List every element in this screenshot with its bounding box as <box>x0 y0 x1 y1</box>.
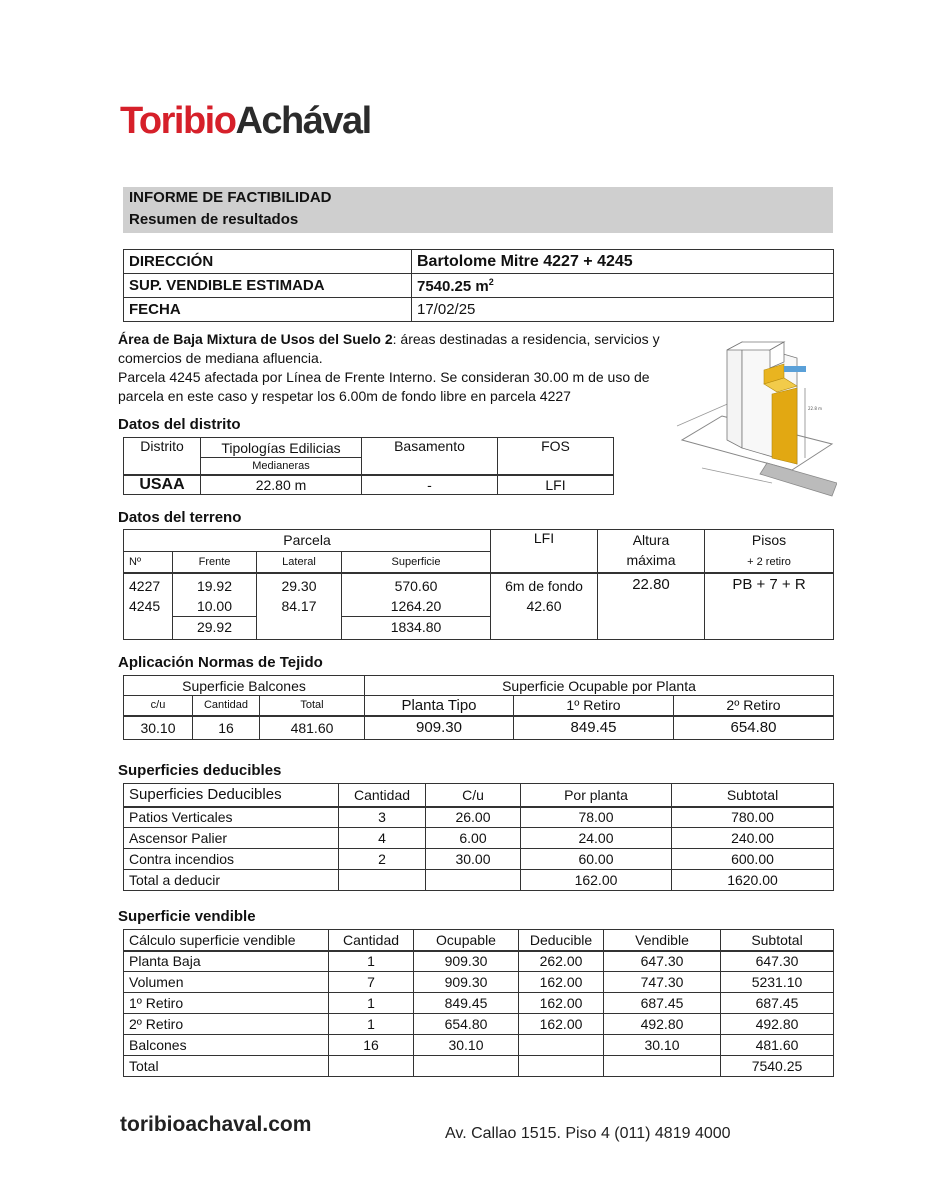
basamento-header: Basamento <box>362 438 498 475</box>
retiro2-header: 2º Retiro <box>674 696 834 716</box>
zone-name: Área de Baja Mixtura de Usos del Suelo 2 <box>118 331 393 347</box>
cell: 6.00 <box>426 828 521 849</box>
cell: Patios Verticales <box>124 807 339 828</box>
vendible-col-header: Deducible <box>519 930 604 951</box>
table-row-total <box>124 1056 834 1077</box>
footer-address: Av. Callao 1515. Piso 4 (011) 4819 4000 <box>445 1125 731 1142</box>
footer-website: toribioachaval.com <box>120 1113 312 1136</box>
report-title-band <box>123 187 833 233</box>
tejido-table <box>123 675 834 740</box>
cell: 7 <box>329 972 414 993</box>
deducibles-col-header: C/u <box>426 784 521 807</box>
cell: 1º Retiro <box>124 993 329 1014</box>
total-header: Total <box>260 696 365 716</box>
table-row-total <box>124 870 834 891</box>
cell: 30.00 <box>426 849 521 870</box>
vendible-col-header: Cálculo superficie vendible <box>124 930 329 951</box>
vendible-col-header: Cantidad <box>329 930 414 951</box>
cell <box>426 870 521 891</box>
sup-vendible-value: 7540.25 $m^2$ <box>412 274 834 298</box>
deducibles-table <box>123 783 834 891</box>
retiro2-value: 654.80 <box>674 716 834 740</box>
building-volume-illustration <box>672 328 837 498</box>
cell: 687.45 <box>721 993 834 1014</box>
table-row <box>124 1014 834 1035</box>
table-row <box>124 993 834 1014</box>
pisos-header: Pisos + 2 retiro <box>705 530 834 574</box>
table-row <box>124 1035 834 1056</box>
cell: Planta Baja <box>124 951 329 972</box>
cell: Contra incendios <box>124 849 339 870</box>
cell: 5231.10 <box>721 972 834 993</box>
cell: 7540.25 <box>721 1056 834 1077</box>
cantidad-header: Cantidad <box>193 696 260 716</box>
fecha-value: 17/02/25 <box>412 298 834 322</box>
cell: Total a deducir <box>124 870 339 891</box>
direccion-label: DIRECCIÓN <box>124 250 412 274</box>
cell: 3 <box>339 807 426 828</box>
cell: 26.00 <box>426 807 521 828</box>
vendible-col-header: Ocupable <box>414 930 519 951</box>
deducibles-col-header: Superficies Deducibles <box>124 784 339 807</box>
deducibles-col-header: Cantidad <box>339 784 426 807</box>
balcones-header: Superficie Balcones <box>124 676 365 696</box>
cell: 162.00 <box>519 993 604 1014</box>
cell: 2º Retiro <box>124 1014 329 1035</box>
cell: 162.00 <box>519 972 604 993</box>
cell: 600.00 <box>672 849 834 870</box>
cell <box>414 1056 519 1077</box>
retiro1-value: 849.45 <box>514 716 674 740</box>
lfi-header: LFI <box>491 530 598 574</box>
cell: 849.45 <box>414 993 519 1014</box>
table-row <box>124 849 834 870</box>
distrito-value: USAA <box>124 475 201 495</box>
medianeras-subheader: Medianeras <box>201 458 362 475</box>
cell: Ascensor Palier <box>124 828 339 849</box>
altura-header: Altura máxima <box>598 530 705 574</box>
cell: 24.00 <box>521 828 672 849</box>
cell: 1620.00 <box>672 870 834 891</box>
cell: 747.30 <box>604 972 721 993</box>
basamento-value: - <box>362 475 498 495</box>
cell: 1 <box>329 993 414 1014</box>
zone-text: : áreas destinadas a residencia, servicios y comercios de mediana afluencia. <box>118 331 660 366</box>
cell: 780.00 <box>672 807 834 828</box>
cell: Balcones <box>124 1035 329 1056</box>
pisos-value: PB + 7 + R <box>705 573 834 639</box>
cell: 647.30 <box>604 951 721 972</box>
parcel-numbers: 4227 4245 <box>124 573 173 639</box>
cantidad-value: 16 <box>193 716 260 740</box>
retiro1-header: 1º Retiro <box>514 696 674 716</box>
parcela-header: Parcela <box>124 530 491 552</box>
vendible-col-header: Vendible <box>604 930 721 951</box>
cell <box>329 1056 414 1077</box>
cell: 78.00 <box>521 807 672 828</box>
nro-header: Nº <box>124 551 173 573</box>
fos-header: FOS <box>498 438 614 475</box>
deducibles-col-header: Subtotal <box>672 784 834 807</box>
cell: 654.80 <box>414 1014 519 1035</box>
sup-vendible-label: SUP. VENDIBLE ESTIMADA <box>124 274 412 298</box>
company-logo: ToribioAchával <box>120 100 371 142</box>
lateral-header: Lateral <box>257 551 342 573</box>
table-row <box>124 807 834 828</box>
vendible-col-header: Subtotal <box>721 930 834 951</box>
cell: 16 <box>329 1035 414 1056</box>
svg-text:22.8 m: 22.8 m <box>808 406 823 411</box>
tipologias-value: 22.80 m <box>201 475 362 495</box>
cell: 30.10 <box>414 1035 519 1056</box>
cell: 909.30 <box>414 972 519 993</box>
tipologias-header: Tipologías Edilicias <box>201 438 362 458</box>
distrito-header: Distrito <box>124 438 201 475</box>
altura-value: 22.80 <box>598 573 705 639</box>
table-row <box>124 951 834 972</box>
lateral-values: 29.30 84.17 <box>257 573 342 639</box>
cell: 2 <box>339 849 426 870</box>
table-row <box>124 972 834 993</box>
cell <box>519 1035 604 1056</box>
cell: 492.80 <box>721 1014 834 1035</box>
direccion-value: Bartolome Mitre 4227 + 4245 <box>412 250 834 274</box>
cell: 647.30 <box>721 951 834 972</box>
summary-table <box>123 249 834 322</box>
zone-description <box>118 330 660 406</box>
cell: Volumen <box>124 972 329 993</box>
cell: Total <box>124 1056 329 1077</box>
frente-values: 19.92 10.00 29.92 <box>173 573 257 639</box>
distrito-table <box>123 437 614 495</box>
cu-value: 30.10 <box>124 716 193 740</box>
superficie-values: 570.60 1264.20 1834.80 <box>342 573 491 639</box>
cell: 162.00 <box>521 870 672 891</box>
cell: 30.10 <box>604 1035 721 1056</box>
frente-header: Frente <box>173 551 257 573</box>
cell: 240.00 <box>672 828 834 849</box>
section-title-deducibles: Superficies deducibles <box>118 762 282 779</box>
cu-header: c/u <box>124 696 193 716</box>
lfi-values: 6m de fondo 42.60 <box>491 573 598 639</box>
parcel-text: Parcela 4245 afectada por Línea de Frente Interno. Se consideran 30.00 m de uso de parcela en este caso y respetar los 6.00m de fondo libre en parcela 4227 <box>118 369 650 404</box>
section-title-distrito: Datos del distrito <box>118 416 241 433</box>
cell <box>339 870 426 891</box>
cell: 162.00 <box>519 1014 604 1035</box>
cell: 4 <box>339 828 426 849</box>
fecha-label: FECHA <box>124 298 412 322</box>
cell: 1 <box>329 1014 414 1035</box>
section-title-terreno: Datos del terreno <box>118 509 242 526</box>
planta-tipo-header: Planta Tipo <box>365 696 514 716</box>
cell <box>519 1056 604 1077</box>
fos-value: LFI <box>498 475 614 495</box>
deducibles-col-header: Por planta <box>521 784 672 807</box>
vendible-table <box>123 929 834 1077</box>
report-subtitle: Resumen de resultados <box>129 211 299 228</box>
cell: 60.00 <box>521 849 672 870</box>
cell: 1 <box>329 951 414 972</box>
superficie-header: Superficie <box>342 551 491 573</box>
planta-tipo-value: 909.30 <box>365 716 514 740</box>
cell: 687.45 <box>604 993 721 1014</box>
cell: 492.80 <box>604 1014 721 1035</box>
cell: 909.30 <box>414 951 519 972</box>
terreno-table <box>123 529 834 640</box>
cell <box>604 1056 721 1077</box>
cell: 262.00 <box>519 951 604 972</box>
total-value: 481.60 <box>260 716 365 740</box>
section-title-tejido: Aplicación Normas de Tejido <box>118 654 323 671</box>
table-row <box>124 828 834 849</box>
section-title-vendible: Superficie vendible <box>118 908 256 925</box>
report-title: INFORME DE FACTIBILIDAD <box>129 189 332 206</box>
cell: 481.60 <box>721 1035 834 1056</box>
ocupable-header: Superficie Ocupable por Planta <box>365 676 834 696</box>
